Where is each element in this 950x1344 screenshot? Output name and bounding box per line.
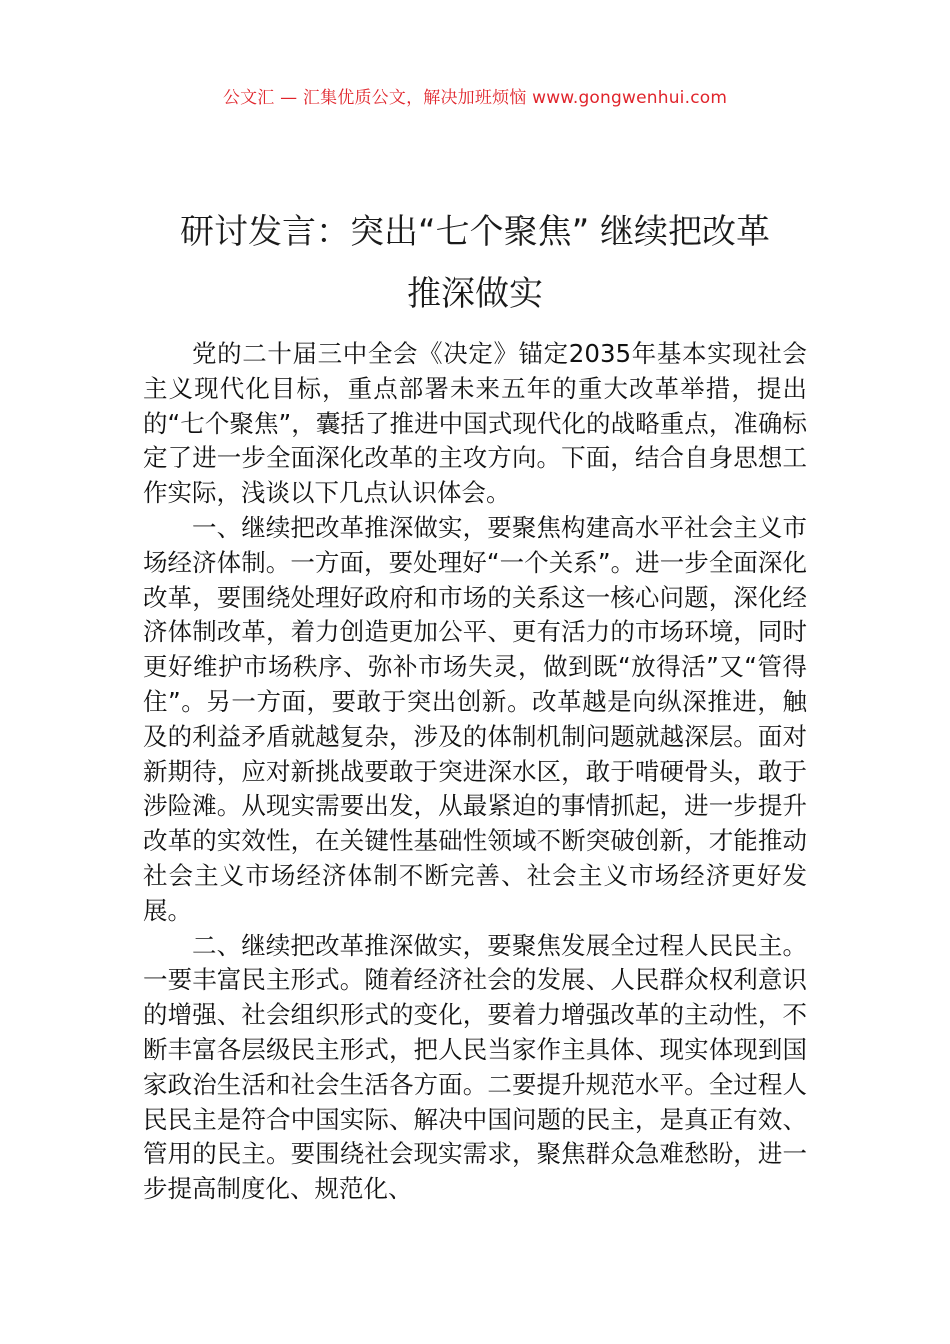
title-line-1: 研讨发言：突出“七个聚焦” 继续把改革 <box>179 211 771 252</box>
paragraph-intro: 党的二十届三中全会《决定》锚定2035年基本实现社会主义现代化目标，重点部署未来五年的重大改革举措，提出的“七个聚焦”，囊括了推进中国式现代化的战略重点，准确标定了进一步全面深化改革的主攻方向。下面，结合自身思想工作实际，浅谈以下几点认识体会。 <box>143 339 807 508</box>
document-title <box>120 201 830 325</box>
paragraph-section-2: 二、继续把改革推深做实，要聚焦发展全过程人民民主。一要丰富民主形式。随着经济社会的发展、人民群众权利意识的增强、社会组织形式的变化，要着力增强改革的主动性，不断丰富各层级民主形式，把人民当家作主具体、现实体现到国家政治生活和社会生活各方面。二要提升规范水平。全过程人民民主是符合中国实际、解决中国问题的民主，是真正有效、管用的民主。要围绕社会现实需求，聚焦群众急难愁盼，进一步提高制度化、规范化、 <box>143 930 807 1204</box>
header-banner[interactable]: 公文汇 — 汇集优质公文，解决加班烦恼 www.gongwenhui.com <box>222 88 728 108</box>
title-line-2: 推深做实 <box>407 273 543 314</box>
document-body <box>143 337 807 1207</box>
paragraph-section-1: 一、继续把改革推深做实，要聚焦构建高水平社会主义市场经济体制。一方面，要处理好“一个关系”。进一步全面深化改革，要围绕处理好政府和市场的关系这一核心问题，深化经济体制改革，着力创造更加公平、更有活力的市场环境，同时更好维护市场秩序、弥补市场失灵，做到既“放得活”又“管得住”。另一方面，要敢于突出创新。改革越是向纵深推进，触及的利益矛盾就越复杂，涉及的体制机制问题就越深层。面对新期待，应对新挑战要敢于突进深水区，敢于啃硬骨头，敢于涉险滩。从现实需要出发，从最紧迫的事情抓起，进一步提升改革的实效性，在关键性基础性领域不断突破创新，才能推动社会主义市场经济体制不断完善、社会主义市场经济更好发展。 <box>143 512 807 925</box>
